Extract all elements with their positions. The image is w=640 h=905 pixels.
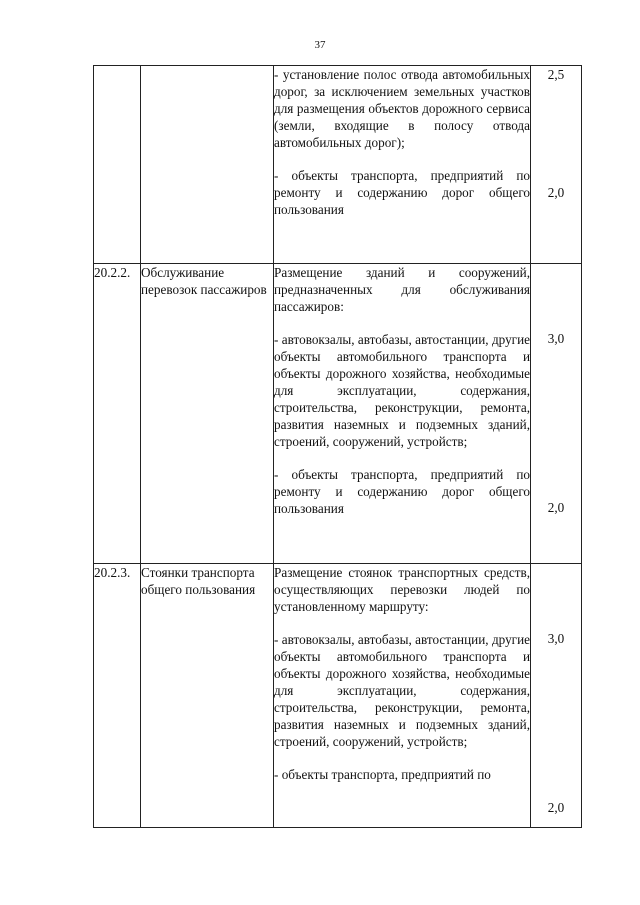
table-row	[94, 564, 582, 828]
row-code: 20.2.2.	[94, 264, 141, 564]
description-paragraph: Размещение стоянок транспортных средств, осуществляющих перевозки людей по установленному маршруту:	[274, 565, 530, 614]
row-name	[141, 66, 274, 264]
table-row	[94, 66, 582, 264]
coefficient-value: 2,0	[547, 185, 565, 200]
row-description	[274, 66, 531, 264]
description-paragraph: - установление полос отвода автомобильных дорог, за исключением земельных участков для размещения объектов дорожного сервиса (земли, входящие в полосу отвода автомобильных дорог);	[274, 67, 530, 150]
row-coefficient	[531, 564, 582, 828]
coefficient-value: 2,5	[547, 67, 565, 82]
row-name: Стоянки транспорта общего пользования	[141, 564, 274, 828]
coefficient-value: 2,0	[547, 500, 565, 515]
description-paragraph: Размещение зданий и сооружений, предназначенных для обслуживания пассажиров:	[274, 265, 530, 314]
coefficient-value: 3,0	[547, 331, 565, 346]
coefficient-value: 2,0	[547, 800, 565, 815]
table-row	[94, 264, 582, 564]
row-code	[94, 66, 141, 264]
description-paragraph: - объекты транспорта, предприятий по ремонту и содержанию дорог общего пользования	[274, 467, 530, 516]
row-description	[274, 564, 531, 828]
row-coefficient	[531, 264, 582, 564]
row-name: Обслуживание перевозок пассажиров	[141, 264, 274, 564]
coefficient-value: 3,0	[547, 631, 565, 646]
row-description	[274, 264, 531, 564]
description-paragraph: - автовокзалы, автобазы, автостанции, другие объекты автомобильного транспорта и объекты дорожного хозяйства, необходимые для эксплуатации, содержания, строительства, реконструкции, ремонта, развития наземных и подземных зданий, строений, сооружений, устройств;	[274, 632, 530, 749]
land-use-table	[93, 65, 582, 828]
page-number: 37	[314, 39, 326, 51]
description-paragraph: - автовокзалы, автобазы, автостанции, другие объекты автомобильного транспорта и объекты дорожного хозяйства, необходимые для эксплуатации, содержания, строительства, реконструкции, ремонта, развития наземных и подземных зданий, строений, сооружений, устройств;	[274, 332, 530, 449]
row-coefficient	[531, 66, 582, 264]
row-code: 20.2.3.	[94, 564, 141, 828]
description-paragraph: - объекты транспорта, предприятий по	[274, 767, 491, 782]
description-paragraph: - объекты транспорта, предприятий по ремонту и содержанию дорог общего пользования	[274, 168, 530, 217]
